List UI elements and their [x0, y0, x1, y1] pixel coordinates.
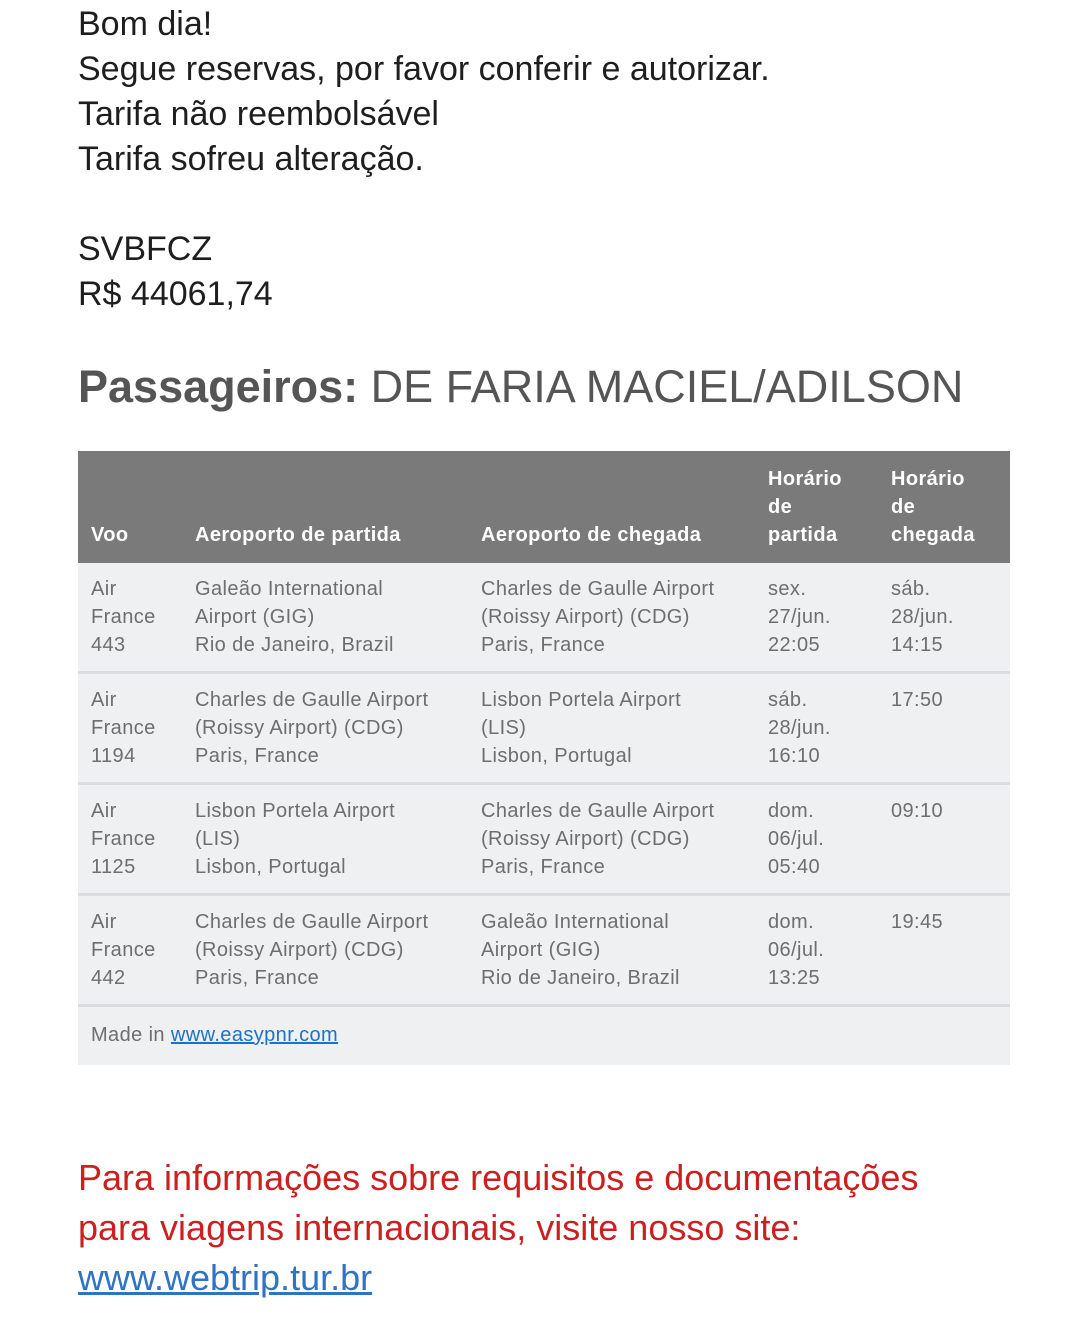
- booking-locator: SVBFCZ: [78, 230, 213, 268]
- fare-note-change: Tarifa sofreu alteração.: [78, 140, 424, 178]
- intro-message: [78, 2, 1010, 182]
- col-header-departure-airport: Aeroporto de partida: [182, 451, 468, 563]
- notice-line-1: Para informações sobre requisitos e documentações: [78, 1157, 919, 1198]
- booking-price: R$ 44061,74: [78, 275, 273, 313]
- cell-arrival-airport: Charles de Gaulle Airport (Roissy Airport) (CDG) Paris, France: [468, 784, 755, 895]
- cell-arrival-time: 17:50: [878, 673, 1010, 784]
- cell-departure-airport: Lisbon Portela Airport (LIS) Lisbon, Portugal: [182, 784, 468, 895]
- col-header-flight: Voo: [78, 451, 182, 563]
- cell-flight: Air France 443: [78, 563, 182, 673]
- cell-flight: Air France 1125: [78, 784, 182, 895]
- table-row: [78, 895, 1010, 1006]
- cell-departure-time: sáb. 28/jun. 16:10: [755, 673, 878, 784]
- fare-note-refund: Tarifa não reembolsável: [78, 95, 439, 133]
- col-header-departure-time: Horário de partida: [755, 451, 878, 563]
- webtrip-link[interactable]: www.webtrip.tur.br: [78, 1257, 373, 1298]
- booking-summary: [78, 227, 1010, 317]
- cell-arrival-airport: Galeão International Airport (GIG) Rio de Janeiro, Brazil: [468, 895, 755, 1006]
- easypnr-link[interactable]: www.easypnr.com: [170, 1024, 339, 1046]
- request-line: Segue reservas, por favor conferir e autorizar.: [78, 50, 770, 88]
- table-row: [78, 673, 1010, 784]
- travel-requirements-notice: [78, 1153, 1018, 1303]
- greeting: Bom dia!: [78, 5, 213, 43]
- cell-flight: Air France 1194: [78, 673, 182, 784]
- table-row: [78, 563, 1010, 673]
- col-header-arrival-airport: Aeroporto de chegada: [468, 451, 755, 563]
- passengers-label: Passageiros:: [78, 361, 359, 412]
- email-body: [78, 0, 1010, 1298]
- col-header-arrival-time: Horário de chegada: [878, 451, 1010, 563]
- cell-arrival-time: 09:10: [878, 784, 1010, 895]
- cell-arrival-airport: Charles de Gaulle Airport (Roissy Airport) (CDG) Paris, France: [468, 563, 755, 673]
- cell-departure-airport: Charles de Gaulle Airport (Roissy Airport) (CDG) Paris, France: [182, 895, 468, 1006]
- table-row: [78, 784, 1010, 895]
- table-header-row: [78, 451, 1010, 563]
- cell-arrival-time: sáb. 28/jun. 14:15: [878, 563, 1010, 673]
- cell-departure-airport: Charles de Gaulle Airport (Roissy Airport) (CDG) Paris, France: [182, 673, 468, 784]
- cell-departure-time: dom. 06/jul. 13:25: [755, 895, 878, 1006]
- passenger-name: DE FARIA MACIEL/ADILSON: [370, 361, 964, 412]
- made-in-credit: [78, 1006, 1010, 1066]
- cell-flight: Air France 442: [78, 895, 182, 1006]
- cell-arrival-airport: Lisbon Portela Airport (LIS) Lisbon, Portugal: [468, 673, 755, 784]
- cell-departure-airport: Galeão International Airport (GIG) Rio de Janeiro, Brazil: [182, 563, 468, 673]
- passengers-heading: [78, 359, 1010, 415]
- made-in-label: Made in: [91, 1024, 165, 1046]
- cell-departure-time: sex. 27/jun. 22:05: [755, 563, 878, 673]
- flights-table: [78, 451, 1010, 1065]
- cell-departure-time: dom. 06/jul. 05:40: [755, 784, 878, 895]
- cell-arrival-time: 19:45: [878, 895, 1010, 1006]
- notice-line-2: para viagens internacionais, visite nosso site:: [78, 1207, 801, 1248]
- table-footer-row: [78, 1006, 1010, 1066]
